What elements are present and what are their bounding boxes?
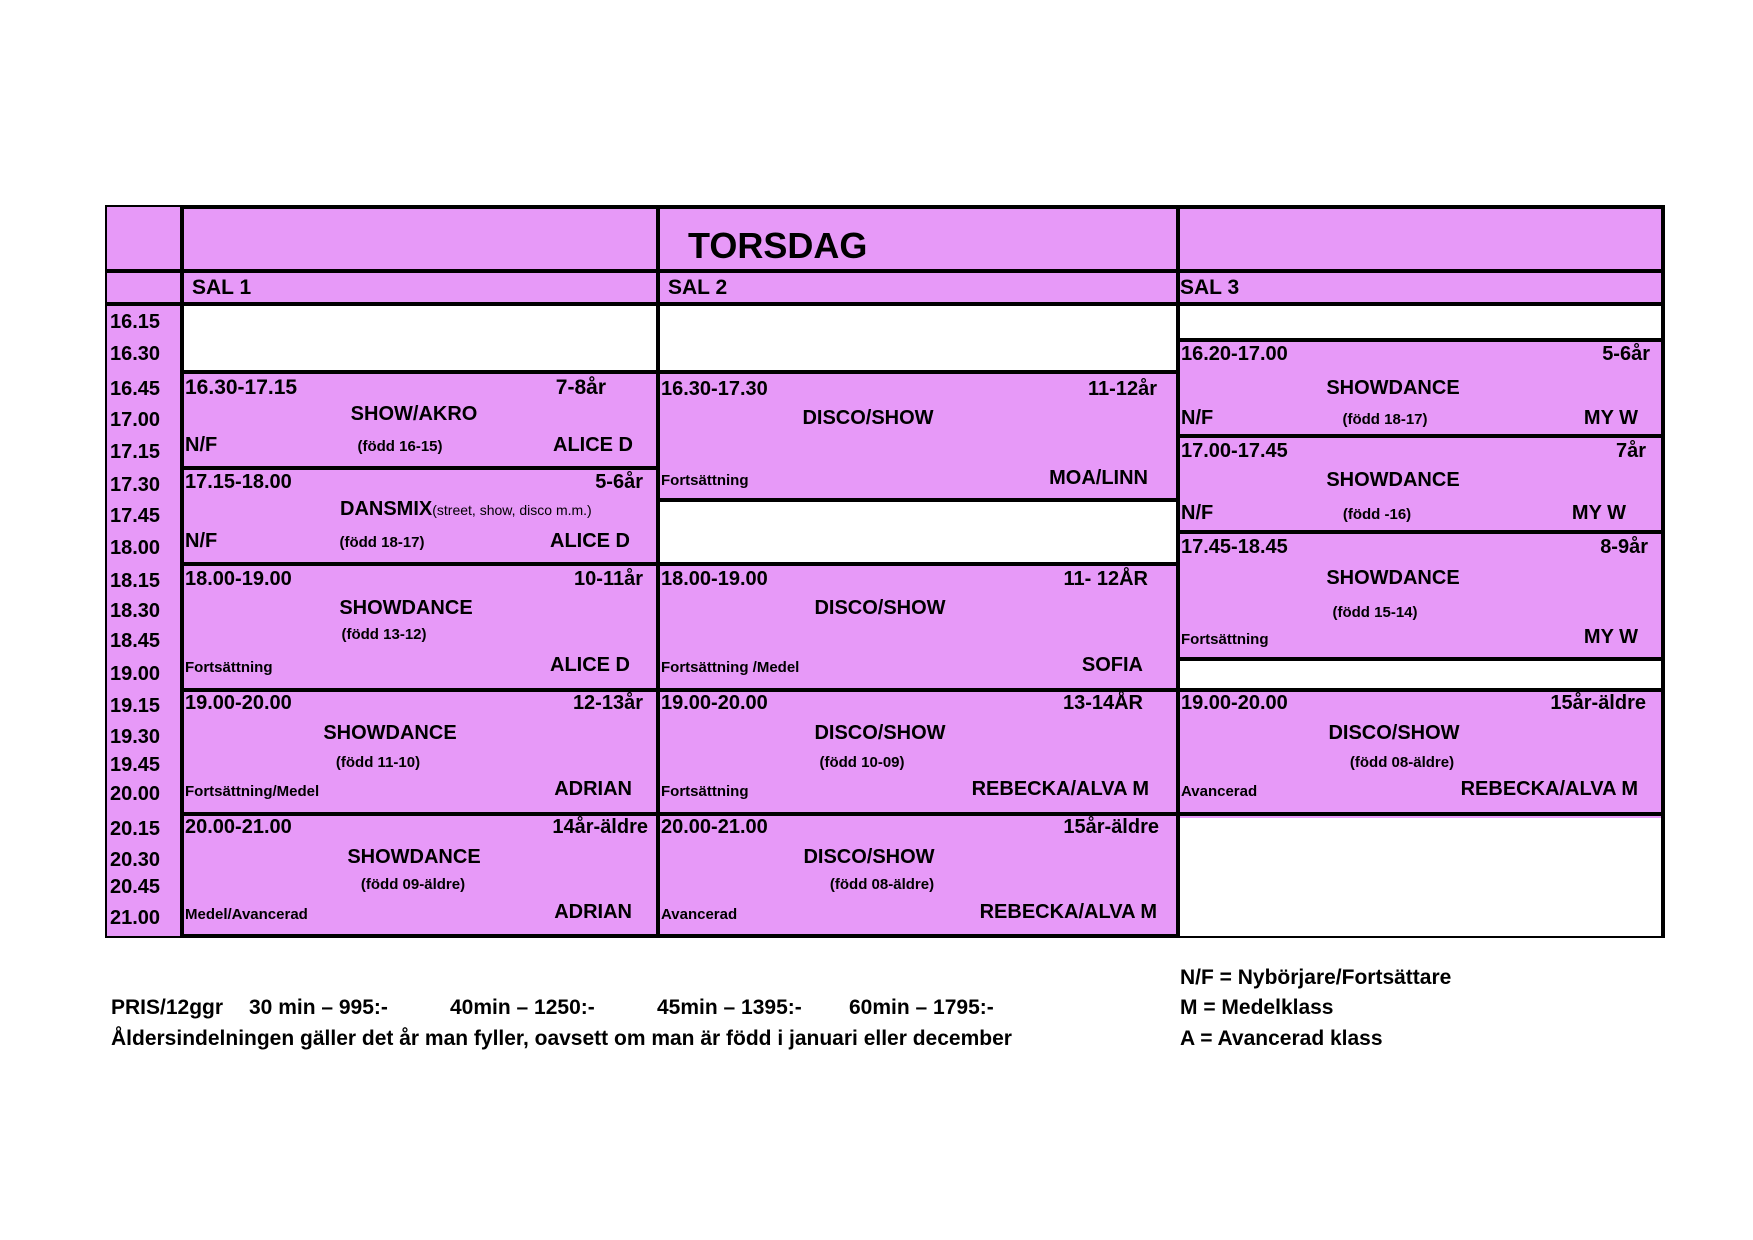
class-teacher: ALICE D: [550, 654, 630, 676]
time-label: 16.45: [110, 378, 161, 400]
price-30min: 30 min – 995:-: [249, 996, 388, 1019]
divider: [1176, 205, 1180, 938]
class-name: SHOWDANCE: [1326, 567, 1460, 589]
class-age: 5-6år: [1602, 343, 1650, 365]
class-age: 14år-äldre: [552, 816, 648, 838]
sal1-header: SAL 1: [192, 276, 252, 299]
time-label: 19.45: [110, 754, 161, 776]
class-name-extra: (street, show, disco m.m.): [432, 502, 592, 518]
divider: [1176, 530, 1665, 534]
class-time: 16.30-17.30: [661, 378, 768, 400]
class-level: Fortsättning: [185, 659, 273, 676]
class-age: 7år: [1615, 440, 1646, 462]
legend-a: A = Avancerad klass: [1180, 1027, 1383, 1050]
class-age: 15år-äldre: [1063, 816, 1159, 838]
empty-cell-sal3-mid: [1180, 661, 1661, 691]
class-teacher: ADRIAN: [554, 901, 632, 923]
class-name: SHOWDANCE: [1326, 469, 1460, 491]
class-note: (född 15-14): [1332, 604, 1418, 621]
class-note: (född 18-17): [339, 534, 425, 551]
time-label: 21.00: [110, 907, 161, 929]
divider: [180, 205, 184, 938]
class-name: SHOWDANCE: [347, 846, 481, 868]
legend-m: M = Medelklass: [1180, 996, 1334, 1019]
time-label: 20.45: [110, 876, 161, 898]
class-name: DISCO/SHOW: [1328, 722, 1460, 744]
day-title: TORSDAG: [688, 225, 868, 266]
class-time: 16.20-17.00: [1181, 343, 1288, 365]
class-note: (född 10-09): [819, 754, 905, 771]
time-label: 18.15: [110, 570, 161, 592]
class-teacher: ALICE D: [553, 434, 633, 456]
class-level: Fortsättning: [1181, 631, 1269, 648]
time-label: 17.15: [110, 441, 161, 463]
class-level: Avancerad: [661, 906, 738, 923]
divider: [1176, 338, 1665, 342]
class-age: 12-13år: [572, 692, 643, 714]
class-time: 19.00-20.00: [661, 692, 768, 714]
price-60min: 60min – 1795:-: [849, 996, 994, 1019]
class-name: DISCO/SHOW: [814, 722, 946, 744]
class-name-row: [340, 499, 592, 519]
class-level: Fortsättning /Medel: [661, 659, 800, 676]
class-name: DISCO/SHOW: [803, 846, 935, 868]
time-label: 20.00: [110, 783, 161, 805]
class-time: 20.00-21.00: [661, 816, 768, 838]
sal3-header: SAL 3: [1180, 276, 1240, 299]
age-note: Åldersindelningen gäller det år man fyller, oavsett om man är född i januari eller december: [111, 1027, 1012, 1050]
class-time: 17.45-18.45: [1181, 536, 1288, 558]
class-time: 20.00-21.00: [185, 816, 292, 838]
class-note: (född 08-äldre): [1349, 754, 1455, 771]
class-note: (född 13-12): [341, 626, 427, 643]
class-age: 10-11år: [574, 568, 643, 590]
class-teacher: MOA/LINN: [1049, 467, 1148, 489]
divider: [656, 205, 660, 938]
class-teacher: SOFIA: [1081, 654, 1143, 676]
class-time: 19.00-20.00: [185, 692, 292, 714]
class-level: Fortsättning: [661, 783, 749, 800]
time-label: 19.30: [110, 726, 161, 748]
class-name: SHOWDANCE: [323, 722, 457, 744]
class-level: Avancerad: [1181, 783, 1258, 800]
sal2-header: SAL 2: [668, 276, 728, 299]
class-note: (född 09-äldre): [360, 876, 466, 893]
class-name: SHOW/AKRO: [350, 403, 478, 425]
time-label: 16.15: [110, 311, 161, 333]
empty-cell-sal3-top: [1180, 306, 1661, 338]
time-label: 18.30: [110, 600, 161, 622]
divider: [105, 269, 1665, 273]
class-age: 5-6år: [595, 471, 643, 493]
class-teacher: REBECKA/ALVA M: [1460, 778, 1638, 800]
time-label: 17.45: [110, 505, 161, 527]
class-level: Medel/Avancerad: [185, 906, 308, 923]
class-note: (född 18-17): [1342, 411, 1428, 428]
empty-cell-sal3-bottom: [1180, 818, 1661, 936]
class-level: N/F: [185, 530, 218, 552]
class-note: (född 08-äldre): [829, 876, 935, 893]
empty-cell-sal2: [660, 306, 1176, 370]
price-45min: 45min – 1395:-: [657, 996, 802, 1019]
time-label: 17.00: [110, 409, 161, 431]
divider: [656, 498, 1180, 502]
class-teacher: REBECKA/ALVA M: [971, 778, 1149, 800]
time-label: 18.00: [110, 537, 161, 559]
class-name: DISCO/SHOW: [802, 407, 934, 429]
price-label: PRIS/12ggr: [111, 996, 224, 1019]
class-level: N/F: [1181, 502, 1214, 524]
class-time: 18.00-19.00: [185, 568, 292, 590]
price-40min: 40min – 1250:-: [450, 996, 595, 1019]
divider: [180, 370, 660, 374]
time-label: 20.30: [110, 849, 161, 871]
time-label: 19.00: [110, 663, 161, 685]
empty-cell-sal1: [184, 306, 656, 370]
time-label: 16.30: [110, 343, 161, 365]
class-time: 19.00-20.00: [1181, 692, 1288, 714]
empty-cell-sal2-mid: [660, 502, 1176, 564]
divider: [1176, 434, 1665, 438]
class-age: 13-14ÅR: [1062, 692, 1143, 714]
time-label: 20.15: [110, 818, 161, 840]
class-name: DANSMIX: [340, 498, 433, 520]
time-label: 19.15: [110, 695, 161, 717]
divider: [105, 302, 1665, 306]
legend-nf: N/F = Nybörjare/Fortsättare: [1180, 966, 1452, 989]
divider: [180, 466, 660, 470]
divider: [1176, 812, 1665, 816]
class-level: Fortsättning: [661, 472, 749, 489]
divider: [656, 370, 1180, 374]
class-note: (född -16): [1342, 506, 1412, 523]
time-label: 18.45: [110, 630, 161, 652]
class-age: 11- 12ÅR: [1063, 568, 1148, 590]
class-age: 7-8år: [555, 376, 606, 399]
class-level: N/F: [185, 434, 218, 456]
divider: [180, 562, 660, 566]
class-teacher: ALICE D: [550, 530, 630, 552]
class-name: SHOWDANCE: [339, 597, 473, 619]
class-teacher: ADRIAN: [554, 778, 632, 800]
class-note: (född 16-15): [357, 438, 443, 455]
class-time: 17.15-18.00: [185, 471, 292, 493]
class-teacher: MY W: [1583, 407, 1638, 429]
class-age: 11-12år: [1088, 378, 1157, 400]
class-name: DISCO/SHOW: [814, 597, 946, 619]
divider: [1176, 657, 1665, 661]
time-label: 17.30: [110, 474, 161, 496]
class-time: 16.30-17.15: [185, 376, 298, 399]
class-level: N/F: [1181, 407, 1214, 429]
class-name: SHOWDANCE: [1326, 377, 1460, 399]
class-age: 8-9år: [1600, 536, 1648, 558]
class-time: 17.00-17.45: [1181, 440, 1288, 462]
class-time: 18.00-19.00: [661, 568, 768, 590]
class-teacher: REBECKA/ALVA M: [979, 901, 1157, 923]
class-note: (född 11-10): [335, 754, 421, 771]
class-teacher: MY W: [1583, 626, 1638, 648]
class-level: Fortsättning/Medel: [185, 783, 320, 800]
divider: [656, 562, 1180, 566]
class-teacher: MY W: [1571, 502, 1626, 524]
class-age: 15år-äldre: [1550, 692, 1646, 714]
